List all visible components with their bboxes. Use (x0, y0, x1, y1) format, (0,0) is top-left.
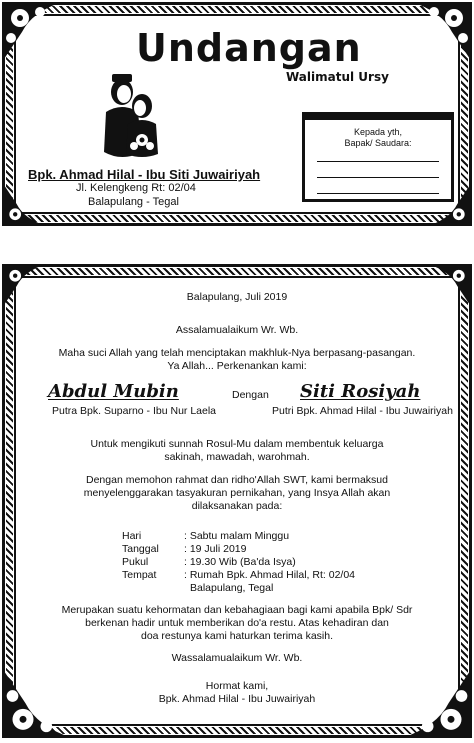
sender-address: Jl. Kelengkeng Rt: 02/04 (76, 182, 196, 194)
groom-parents: Putra Bpk. Suparno - Ibu Nur Laela (52, 405, 217, 417)
detail-label-time: Pukul (122, 556, 149, 568)
detail-label-day: Hari (122, 530, 142, 542)
detail-value-date: : 19 Juli 2019 (184, 543, 247, 555)
connector-text: Dengan (232, 389, 269, 401)
recipient-label-line1: Kepada yth, (353, 127, 403, 137)
bride-name: Siti Rosiyah (300, 381, 421, 402)
closing-line-2: berkenan hadir untuk memberikan do'a restu. Atas kehadiran dan (85, 617, 389, 629)
floral-ornament-icon (2, 182, 46, 226)
intro-line-2: Ya Allah... Perkenankan kami: (167, 360, 307, 372)
detail-value-day: : Sabtu malam Minggu (184, 530, 290, 542)
sender-name: Bpk. Ahmad Hilal - Ibu Siti Juwairiyah (28, 167, 261, 182)
intro-line-1: Maha suci Allah yang telah menciptakan makhluk-Nya berpasang-pasangan. (58, 347, 416, 359)
invitation-subtitle: Walimatul Ursy (286, 70, 389, 84)
sender-city: Balapulang - Tegal (88, 196, 179, 208)
recipient-line (317, 161, 439, 162)
detail-value-place: : Rumah Bpk. Ahmad Hilal, Rt: 02/04 (184, 569, 355, 581)
place-date: Balapulang, Juli 2019 (186, 291, 288, 303)
closing-line-3: doa restunya kami haturkan terima kasih. (140, 630, 333, 642)
farewell: Wassalamualaikum Wr. Wb. (171, 652, 303, 664)
invitation-title: Undangan (136, 26, 362, 70)
intent-line-1: Dengan memohon rahmat dan ridho'Allah SWT, kami bermaksud (86, 474, 388, 486)
couple-illustration-icon (96, 72, 166, 162)
intent-line-2: menyelenggarakan tasyakuran pernikahan, yang Insya Allah akan (83, 487, 391, 499)
intent-line-3: dilaksanakan pada: (191, 500, 283, 512)
opening-greeting: Assalamualaikum Wr. Wb. (175, 324, 299, 336)
bride-parents: Putri Bpk. Ahmad Hilal - Ibu Juwairiyah (272, 405, 453, 417)
invitation-card (0, 262, 474, 740)
recipient-label (305, 127, 451, 149)
detail-label-place: Tempat (122, 569, 157, 581)
sunnah-line-1: Untuk mengikuti sunnah Rosul-Mu dalam membentuk keluarga (90, 438, 384, 450)
sunnah-line-2: sakinah, mawadah, warohmah. (164, 451, 310, 463)
recipient-box-bar (302, 112, 454, 120)
signatories: Bpk. Ahmad Hilal - Ibu Juwairiyah (158, 693, 316, 705)
recipient-label-line2: Bapak/ Saudara: (344, 138, 412, 148)
closing-line-1: Merupakan suatu kehormatan dan kebahagiaan bagi kami apabila Bpk/ Sdr (61, 604, 413, 616)
regards: Hormat kami, (205, 680, 269, 692)
detail-value-time: : 19.30 Wib (Ba'da Isya) (184, 556, 296, 568)
recipient-box (302, 112, 454, 202)
recipient-line (317, 193, 439, 194)
recipient-line (317, 177, 439, 178)
floral-ornament-icon (412, 2, 472, 62)
detail-value-place-city: Balapulang, Tegal (190, 582, 274, 594)
groom-name: Abdul Mubin (48, 381, 179, 402)
detail-label-date: Tanggal (122, 543, 159, 555)
floral-ornament-icon (2, 2, 62, 62)
envelope-card (0, 0, 474, 228)
